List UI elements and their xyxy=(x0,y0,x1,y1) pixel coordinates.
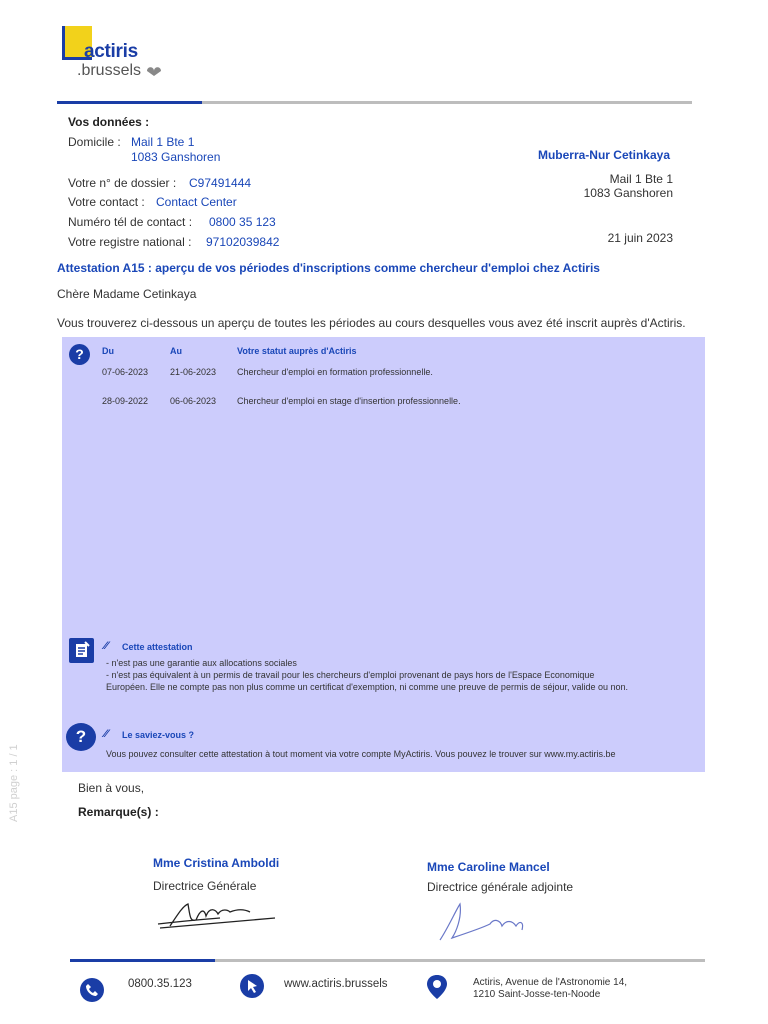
logo-brussels-text: .brussels xyxy=(77,62,165,80)
header-divider-accent xyxy=(57,101,202,104)
saviez-title: Le saviez-vous ? xyxy=(122,730,195,740)
table-row-1-du: 07-06-2023 xyxy=(102,367,149,377)
question-bubble-icon: ? xyxy=(66,723,96,751)
document-icon xyxy=(69,638,94,663)
signatory-2-title: Directrice générale adjointe xyxy=(427,880,574,894)
table-row-2-au: 06-06-2023 xyxy=(170,396,217,406)
page-indicator: A15 page : 1 / 1 xyxy=(8,744,20,822)
domicile-label: Domicile : xyxy=(68,135,121,149)
footer-phone: 0800.35.123 xyxy=(128,978,192,990)
tel-label: Numéro tél de contact : xyxy=(68,215,193,229)
registre-value: 97102039842 xyxy=(206,235,280,249)
domicile-line2: 1083 Ganshoren xyxy=(131,150,221,164)
slash-icon-2: ⁄⁄ xyxy=(104,728,108,740)
tel-value: 0800 35 123 xyxy=(209,215,276,229)
saviez-text: Vous pouvez consulter cette attestation à tout moment via votre compte MyActiris. Vous pouvez le trouver sur www.my.actiris.be xyxy=(106,749,616,759)
recipient-address2: 1083 Ganshoren xyxy=(583,186,673,200)
attestation-line2: - n'est pas équivalent à un permis de travail pour les chercheurs d'emploi provenant de pays hors de l'Espace Economique xyxy=(106,670,595,680)
attestation-title: Cette attestation xyxy=(122,642,193,652)
attestation-line3: Européen. Elle ne compte pas non plus comme un certificat d'exemption, ni comme une preuve de permis de séjour, valide ou non. xyxy=(106,682,629,692)
dossier-value: C97491444 xyxy=(189,176,252,190)
dossier-label: Votre n° de dossier : xyxy=(68,176,177,190)
location-pin-icon xyxy=(425,974,449,1000)
signatory-1-title: Directrice Générale xyxy=(153,879,257,893)
contact-label: Votre contact : xyxy=(68,195,145,209)
contact-value: Contact Center xyxy=(156,195,237,209)
table-row-2-statut: Chercheur d'emploi en stage d'insertion professionnelle. xyxy=(237,396,461,406)
closing: Bien à vous, xyxy=(78,781,145,795)
table-row-1-statut: Chercheur d'emploi en formation professionnelle. xyxy=(237,367,433,377)
registre-label: Votre registre national : xyxy=(68,235,192,249)
attestation-line1: - n'est pas une garantie aux allocations sociales xyxy=(106,658,297,668)
table-row-2-du: 28-09-2022 xyxy=(102,396,149,406)
vos-donnees-title: Vos données : xyxy=(68,115,150,129)
table-header-du: Du xyxy=(102,346,114,356)
recipient-address1: Mail 1 Bte 1 xyxy=(609,172,673,186)
domicile-line1: Mail 1 Bte 1 xyxy=(131,135,195,149)
table-header-statut: Votre statut auprès d'Actiris xyxy=(237,346,357,356)
intro-text: Vous trouverez ci-dessous un aperçu de toutes les périodes au cours desquelles vous avez été inscrit auprès d'Actiris. xyxy=(57,316,686,330)
table-row-1-au: 21-06-2023 xyxy=(170,367,217,377)
signatory-2-name: Mme Caroline Mancel xyxy=(427,860,550,874)
signatory-1-name: Mme Cristina Amboldi xyxy=(153,856,280,870)
signature-2 xyxy=(430,898,530,951)
remarques-label: Remarque(s) : xyxy=(78,805,159,819)
cursor-icon xyxy=(240,974,264,998)
footer-address2: 1210 Saint-Josse-ten-Noode xyxy=(473,989,601,1000)
recipient-name: Muberra-Nur Cetinkaya xyxy=(537,148,670,162)
slash-icon: ⁄⁄ xyxy=(104,640,108,652)
table-header-au: Au xyxy=(170,346,182,356)
signature-1 xyxy=(150,896,280,937)
letter-date: 21 juin 2023 xyxy=(607,231,673,245)
letter-subject: Attestation A15 : aperçu de vos périodes d'inscriptions comme chercheur d'emploi chez Actiris xyxy=(57,261,600,275)
phone-icon xyxy=(80,978,104,1002)
footer-address1: Actiris, Avenue de l'Astronomie 14, xyxy=(473,977,628,988)
footer-website[interactable]: www.actiris.brussels xyxy=(284,978,388,990)
salutation: Chère Madame Cetinkaya xyxy=(57,287,197,301)
question-icon: ? xyxy=(69,344,90,365)
footer-divider-accent xyxy=(70,959,215,962)
logo-actiris-text: actiris xyxy=(84,41,138,62)
